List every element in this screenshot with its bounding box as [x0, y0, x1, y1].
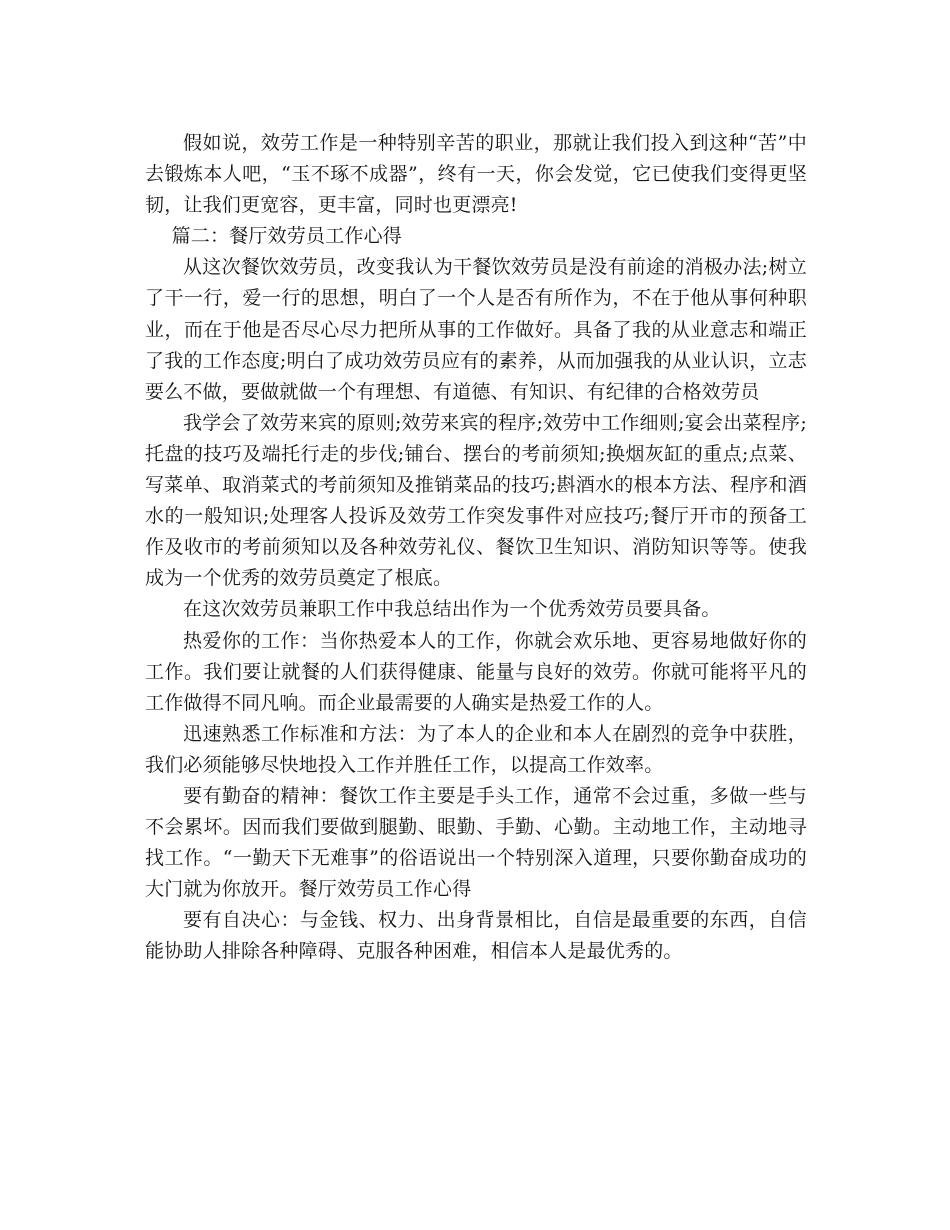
paragraph-confidence: 要有自决心：与金钱、权力、出身背景相比，自信是最重要的东西，自信能协助人排除各种障碍、克服各种困难，相信本人是最优秀的。 [145, 909, 807, 963]
document-body [145, 128, 807, 968]
paragraph-love-work: 热爱你的工作：当你热爱本人的工作，你就会欢乐地、更容易地做好你的工作。我们要让就餐的人们获得健康、能量与良好的效劳。你就可能将平凡的工作做得不同凡响。而企业最需要的人确实是热爱工作的人。 [145, 629, 807, 714]
paragraph-standards: 迅速熟悉工作标准和方法：为了本人的企业和本人在剧烈的竞争中获胜，我们必须能够尽快地投入工作并胜任工作，以提高工作效率。 [145, 722, 807, 776]
paragraph-diligence: 要有勤奋的精神：餐饮工作主要是手头工作，通常不会过重，多做一些与不会累坏。因而我们要做到腿勤、眼勤、手勤、心勤。主动地工作，主动地寻找工作。“一勤天下无难事”的俗语说出一个特别深入道理，只要你勤奋成功的大门就为你放开。餐厅效劳员工作心得 [145, 784, 807, 901]
paragraph-intro: 假如说，效劳工作是一种特别辛苦的职业，那就让我们投入到这种“苦”中去锻炼本人吧，“玉不琢不成器”，终有一天，你会发觉，它已使我们变得更坚韧，让我们更宽容，更丰富，同时也更漂亮! [145, 132, 807, 217]
paragraph-skills: 我学会了效劳来宾的原则;效劳来宾的程序;效劳中工作细则;宴会出菜程序;托盘的技巧及端托行走的步伐;铺台、摆台的考前须知;换烟灰缸的重点;点菜、写菜单、取消菜式的考前须知及推销菜品的技巧;斟酒水的根本方法、程序和酒水的一般知识;处理客人投诉及效劳工作突发事件对应技巧;餐厅开市的预备工作及收市的考前须知以及各种效劳礼仪、餐饮卫生知识、消防知识等等。使我成为一个优秀的效劳员奠定了根底。 [145, 411, 807, 590]
paragraph-summary: 在这次效劳员兼职工作中我总结出作为一个优秀效劳员要具备。 [183, 598, 721, 621]
paragraph-attitude: 从这次餐饮效劳员，改变我认为干餐饮效劳员是没有前途的消极办法;树立了干一行，爱一行的思想，明白了一个人是否有所作为，不在于他从事何种职业，而在于他是否尽心尽力把所从事的工作做好。具备了我的从业意志和端正了我的工作态度;明白了成功效劳员应有的素养，从而加强我的从业认识，立志要么不做，要做就做一个有理想、有道德、有知识、有纪律的合格效劳员 [145, 256, 807, 403]
section-heading: 篇二：餐厅效劳员工作心得 [171, 225, 402, 248]
